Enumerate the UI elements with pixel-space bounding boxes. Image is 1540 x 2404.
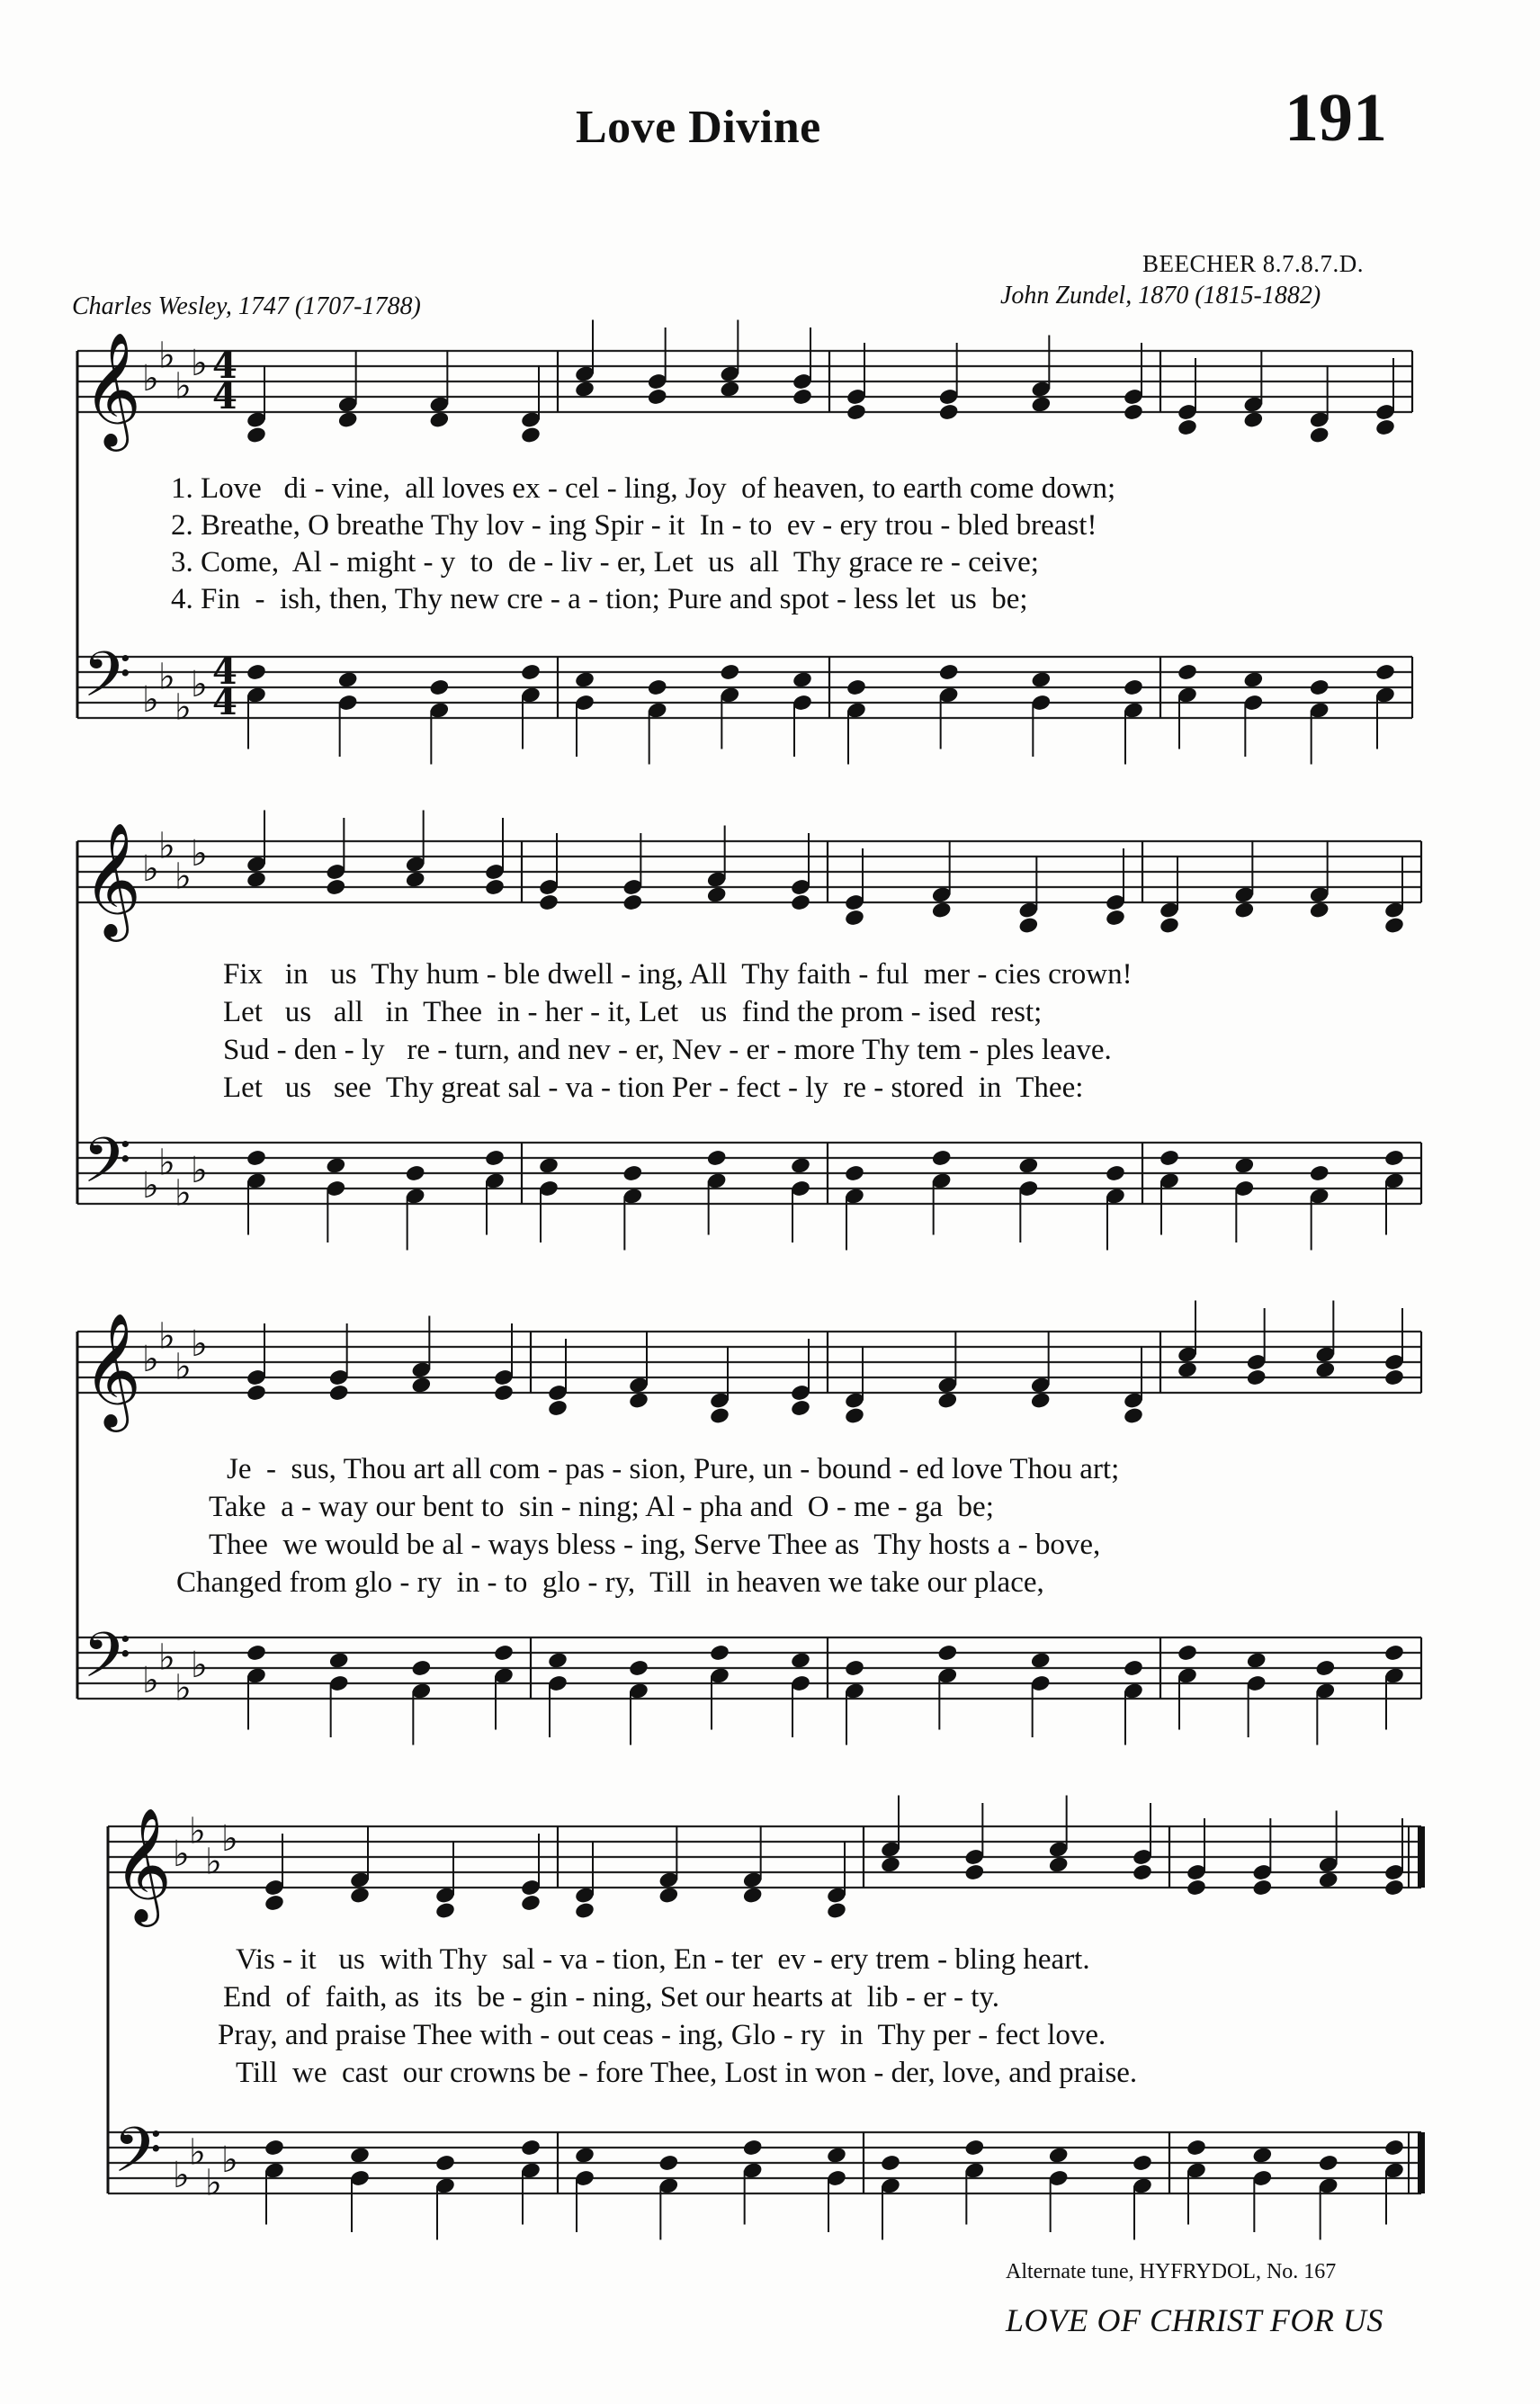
note-head [1242, 670, 1264, 689]
note-head [1123, 1406, 1144, 1425]
lyric-line: Sud - den - ly re - turn, and nev - er, Nev - er - more Thy tem - ples leave. [223, 1034, 1112, 1066]
note-head [1123, 678, 1144, 697]
lyric-line: Je - sus, Thou art all com - pas - sion, Pure, un - bound - ed love Thou art; [227, 1453, 1120, 1485]
note-head [1318, 1870, 1339, 1889]
flat-icon: ♭ [158, 825, 175, 867]
hymn-title: Love Divine [576, 102, 821, 153]
flat-icon: ♭ [175, 365, 192, 408]
note-head [1251, 2146, 1273, 2165]
note-head [790, 1651, 811, 1670]
note-head [1048, 1855, 1070, 1874]
author-credit: Charles Wesley, 1747 (1707-1788) [72, 292, 421, 320]
flat-icon: ♭ [205, 2162, 222, 2204]
note-head [574, 670, 595, 689]
flat-icon: ♭ [175, 1667, 192, 1709]
note-head [1383, 916, 1405, 935]
note-head [1246, 1651, 1267, 1670]
flat-icon: ♭ [175, 856, 192, 898]
note-head [1048, 2146, 1070, 2165]
bass-clef-icon: 𝄢 [83, 1619, 132, 1707]
flat-icon: ♭ [158, 1142, 175, 1184]
note-head [1383, 2139, 1405, 2157]
note-head [1309, 678, 1330, 697]
note-head [428, 678, 450, 697]
note-head [520, 426, 542, 444]
note-head [792, 670, 813, 689]
flat-icon: ♭ [142, 1339, 159, 1380]
note-head [931, 1149, 953, 1168]
note-head [1030, 1391, 1052, 1410]
note-head [658, 1886, 679, 1905]
note-head [938, 403, 960, 422]
note-head [1233, 901, 1255, 919]
flat-icon: ♭ [191, 833, 208, 875]
note-head [1314, 1360, 1336, 1379]
note-head [1177, 418, 1198, 437]
note-head [1314, 1659, 1336, 1678]
note-head [1374, 418, 1396, 437]
flat-icon: ♭ [142, 848, 159, 890]
note-head [246, 870, 267, 889]
note-head [1105, 909, 1126, 928]
note-head [790, 1399, 811, 1418]
note-head [790, 893, 811, 912]
note-head [434, 2154, 456, 2173]
flat-icon: ♭ [142, 358, 159, 399]
lyric-line: 4. Fin - ish, then, Thy new cre - a - tion; Pure and spot - less let us be; [171, 583, 1028, 615]
hymn-topic: LOVE OF CHRIST FOR US [1006, 2302, 1383, 2338]
flat-icon: ♭ [158, 335, 175, 377]
flat-icon: ♭ [191, 1645, 208, 1686]
flat-icon: ♭ [175, 686, 192, 729]
note-head [709, 1644, 730, 1663]
note-head [1318, 2154, 1339, 2173]
note-head [493, 1384, 515, 1403]
alternate-tune-note: Alternate tune, HYFRYDOL, No. 167 [1006, 2260, 1337, 2283]
note-head [405, 1164, 426, 1183]
composer-credit: John Zundel, 1870 (1815-1882) [1000, 282, 1321, 309]
note-head [826, 1901, 847, 1920]
note-head [790, 1156, 811, 1175]
note-head [434, 1901, 456, 1920]
note-head [1017, 1156, 1039, 1175]
note-head [622, 1164, 643, 1183]
time-signature-digit: 4 [212, 681, 237, 723]
lyric-line: Pray, and praise Thee with - out ceas - ing, Glo - ry in Thy per - fect love. [218, 2019, 1106, 2051]
bass-clef-icon: 𝄢 [83, 1124, 132, 1212]
note-head [742, 2139, 764, 2157]
lyric-line: Thee we would be al - ways bless - ing, Serve Thee as Thy hosts a - bove, [209, 1529, 1101, 1561]
note-head [246, 663, 267, 682]
note-head [658, 2154, 679, 2173]
lyric-line: Let us all in Thee in - her - it, Let us find the prom - ised rest; [223, 996, 1043, 1028]
note-head [484, 878, 506, 897]
flat-icon: ♭ [189, 2131, 206, 2174]
bass-clef-icon: 𝄢 [113, 2113, 163, 2202]
lyric-line: Till we cast our crowns be - fore Thee, Lost in won - der, love, and praise. [236, 2057, 1138, 2089]
note-head [719, 663, 740, 682]
note-head [647, 388, 668, 407]
note-head [547, 1399, 569, 1418]
treble-clef-icon: 𝄞 [113, 1807, 173, 1922]
treble-clef-icon: 𝄞 [83, 821, 142, 937]
flat-icon: ♭ [221, 2139, 238, 2181]
flat-icon: ♭ [191, 1150, 208, 1191]
tune-meter: BEECHER 8.7.8.7.D. [1142, 250, 1365, 277]
note-head [538, 1156, 560, 1175]
lyric-line: Let us see Thy great sal - va - tion Per - fect - ly re - stored in Thee: [223, 1072, 1084, 1104]
note-head [1177, 1360, 1198, 1379]
note-head [936, 1644, 958, 1663]
note-head [349, 2146, 371, 2165]
note-head [963, 1863, 985, 1882]
note-head [325, 878, 346, 897]
note-head [246, 426, 267, 444]
note-head [520, 1894, 542, 1913]
lyric-line: Take a - way our bent to sin - ning; Al - pha and O - me - ga be; [209, 1491, 994, 1523]
flat-icon: ♭ [158, 656, 175, 698]
flat-icon: ♭ [191, 664, 208, 705]
lyric-line: Changed from glo - ry in - to glo - ry, Till in heaven we take our place, [176, 1566, 1044, 1599]
note-head [844, 909, 865, 928]
note-head [405, 870, 426, 889]
note-head [1383, 1149, 1405, 1168]
note-head [328, 1384, 350, 1403]
flat-icon: ♭ [173, 2155, 190, 2196]
note-head [337, 410, 359, 429]
note-head [1123, 403, 1144, 422]
note-head [328, 1651, 350, 1670]
flat-icon: ♭ [191, 1323, 208, 1365]
note-head [846, 403, 867, 422]
lyric-line: 1. Love di - vine, all loves ex - cel - ling, Joy of heaven, to earth come down; [171, 472, 1116, 505]
time-signature-digit: 4 [212, 375, 237, 417]
note-head [337, 670, 359, 689]
note-head [246, 1384, 267, 1403]
note-head [1159, 916, 1180, 935]
note-head [1030, 670, 1052, 689]
note-head [410, 1376, 432, 1395]
note-head [844, 1406, 865, 1425]
note-head [846, 678, 867, 697]
note-head [1251, 1879, 1273, 1897]
note-head [1186, 1879, 1207, 1897]
note-head [844, 1164, 865, 1183]
note-head [428, 410, 450, 429]
note-head [1383, 1644, 1405, 1663]
note-head [1383, 1368, 1405, 1387]
note-head [349, 1886, 371, 1905]
flat-icon: ♭ [175, 1346, 192, 1388]
note-head [484, 1149, 506, 1168]
note-head [1246, 1368, 1267, 1387]
note-head [936, 1391, 958, 1410]
note-head [1132, 1863, 1153, 1882]
flat-icon: ♭ [173, 1834, 190, 1875]
note-head [706, 1149, 728, 1168]
note-head [706, 885, 728, 904]
note-head [246, 1644, 267, 1663]
note-head [622, 893, 643, 912]
note-head [931, 901, 953, 919]
note-head [1123, 1659, 1144, 1678]
note-head [1374, 663, 1396, 682]
flat-icon: ♭ [142, 679, 159, 721]
note-head [742, 1886, 764, 1905]
note-head [574, 2146, 595, 2165]
note-head [1030, 395, 1052, 414]
note-head [574, 380, 595, 399]
note-head [574, 1901, 595, 1920]
note-head [1383, 1879, 1405, 1897]
note-head [719, 380, 740, 399]
treble-clef-icon: 𝄞 [83, 1312, 142, 1427]
note-head [1132, 2154, 1153, 2173]
note-head [1186, 2139, 1207, 2157]
note-head [1105, 1164, 1126, 1183]
time-signature-digit: 4 [212, 345, 237, 387]
note-head [1309, 901, 1330, 919]
note-head [844, 1659, 865, 1678]
note-head [520, 2139, 542, 2157]
note-head [246, 1149, 267, 1168]
note-head [1159, 1149, 1180, 1168]
bass-clef-icon: 𝄢 [83, 638, 132, 726]
note-head [1030, 1651, 1052, 1670]
time-signature-digit: 4 [212, 650, 237, 693]
note-head [709, 1406, 730, 1425]
note-head [792, 388, 813, 407]
flat-icon: ♭ [158, 1637, 175, 1679]
note-head [628, 1659, 649, 1678]
flat-icon: ♭ [191, 343, 208, 384]
note-head [1017, 916, 1039, 935]
lyric-line: 3. Come, Al - might - y to de - liv - er, Let us all Thy grace re - ceive; [171, 546, 1039, 579]
flat-icon: ♭ [189, 1810, 206, 1852]
note-head [647, 678, 668, 697]
note-head [325, 1156, 346, 1175]
note-head [264, 1894, 285, 1913]
note-head [963, 2139, 985, 2157]
treble-clef-icon: 𝄞 [83, 331, 142, 446]
lyric-line: 2. Breathe, O breathe Thy lov - ing Spir - it In - to ev - ery trou - bled breast! [171, 509, 1097, 542]
note-head [880, 2154, 901, 2173]
note-head [1177, 1644, 1198, 1663]
flat-icon: ♭ [142, 1165, 159, 1206]
lyric-line: Fix in us Thy hum - ble dwell - ing, All Thy faith - ful mer - cies crown! [223, 958, 1133, 991]
flat-icon: ♭ [205, 1841, 222, 1883]
note-head [264, 2139, 285, 2157]
note-head [1309, 426, 1330, 444]
note-head [547, 1651, 569, 1670]
note-head [826, 2146, 847, 2165]
note-head [1177, 663, 1198, 682]
flat-icon: ♭ [175, 1172, 192, 1215]
note-head [493, 1644, 515, 1663]
lyric-line: End of faith, as its be - gin - ning, Set our hearts at lib - er - ty. [223, 1981, 999, 2014]
lyric-line: Vis - it us with Thy sal - va - tion, En - ter ev - ery trem - bling heart. [236, 1943, 1090, 1976]
flat-icon: ♭ [158, 1315, 175, 1358]
note-head [628, 1391, 649, 1410]
flat-icon: ♭ [142, 1660, 159, 1701]
note-head [1309, 1164, 1330, 1183]
note-head [938, 663, 960, 682]
note-head [410, 1659, 432, 1678]
note-head [520, 663, 542, 682]
note-head [880, 1855, 901, 1874]
note-head [1242, 410, 1264, 429]
note-head [1233, 1156, 1255, 1175]
note-head [538, 893, 560, 912]
hymn-number: 191 [1285, 80, 1387, 156]
flat-icon: ♭ [221, 1818, 238, 1860]
